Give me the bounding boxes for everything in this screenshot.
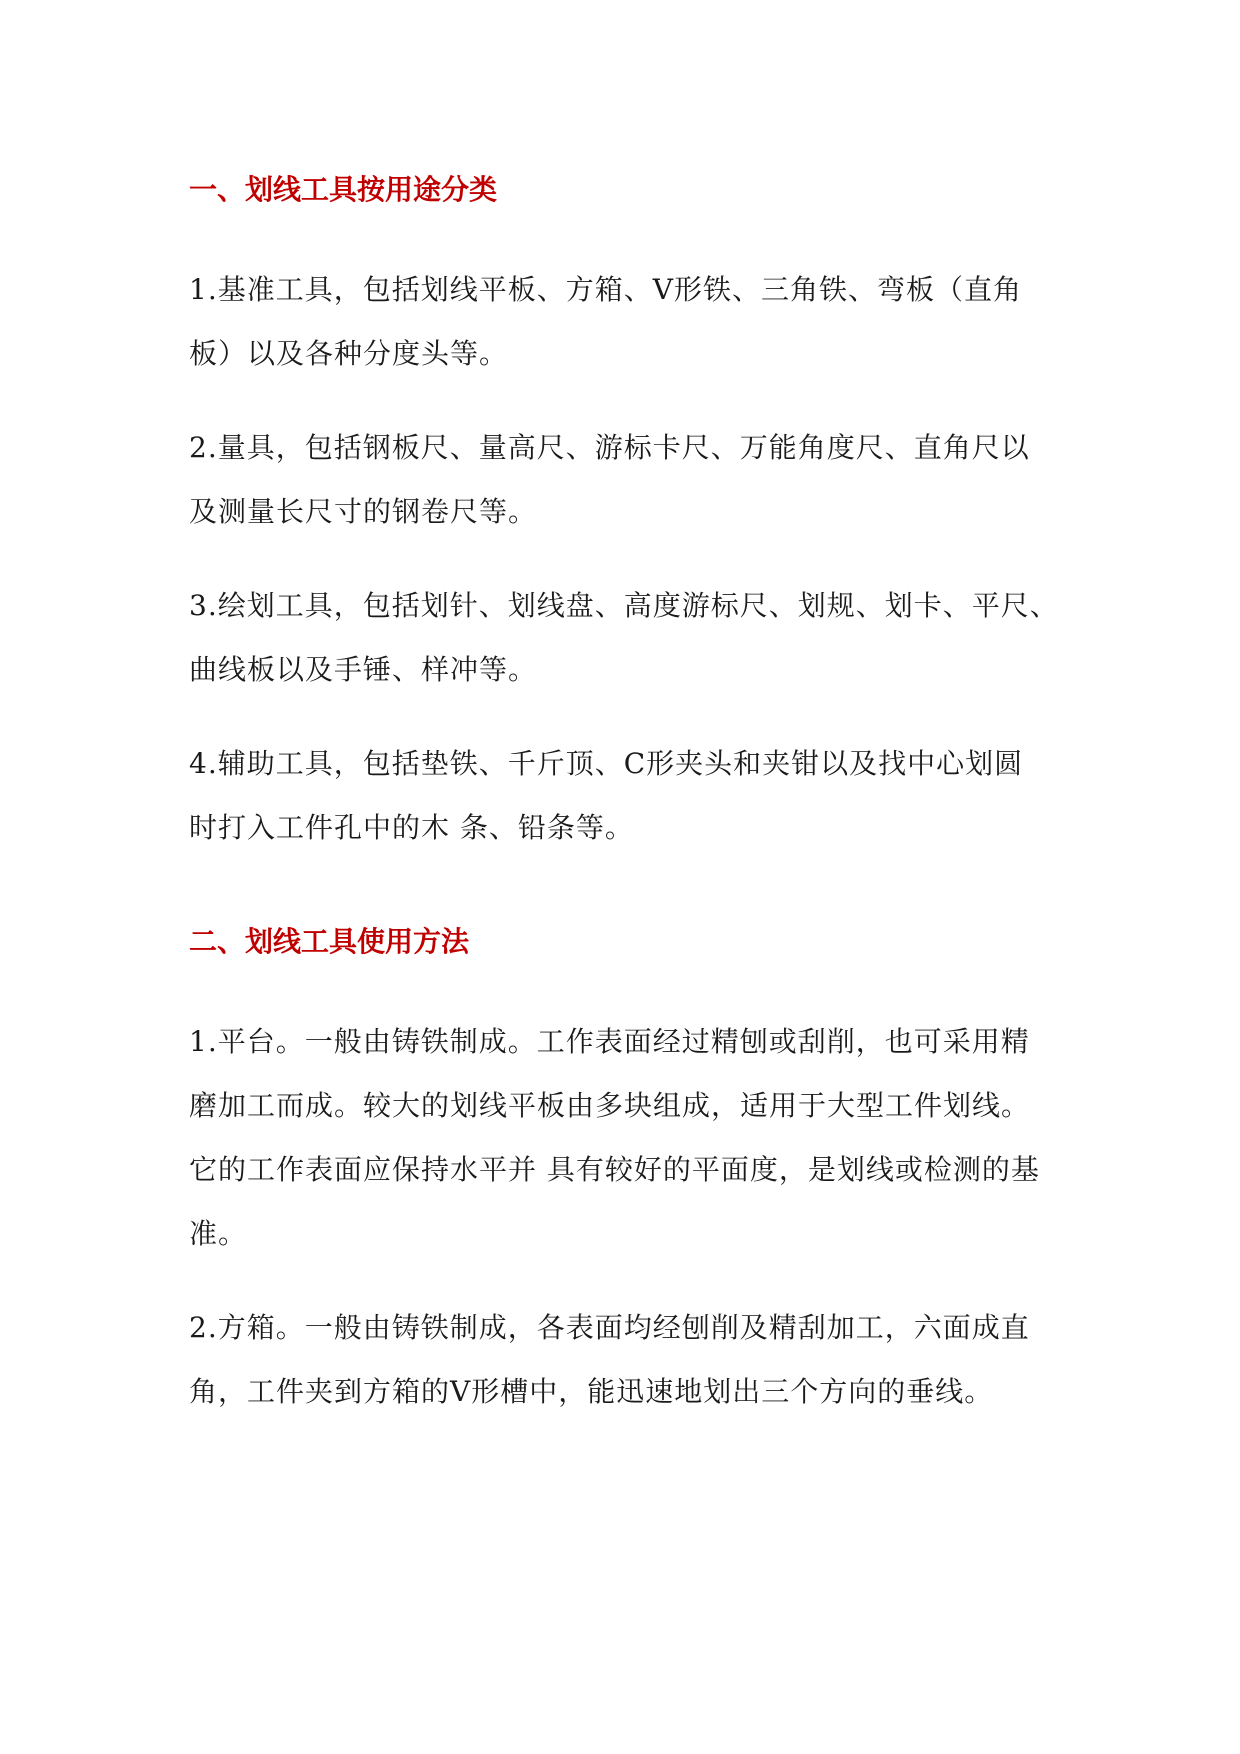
section-2-paragraph-1: 1.平台。一般由铸铁制成。工作表面经过精刨或刮削，也可采用精 磨加工而成。较大的划线平板由多块组成，适用于大型工件划线。 它的工作表面应保持水平并 具有较好的平面度，是划线或检测的基 准。 (189, 1025, 1040, 1250)
section-2-paragraph-2: 2.方箱。一般由铸铁制成，各表面均经刨削及精刮加工，六面成直 角，工件夹到方箱的V形槽中，能迅速地划出三个方向的垂线。 (189, 1311, 1030, 1408)
section-1-heading: 一、划线工具按用途分类 (189, 173, 498, 206)
section-2-heading: 二、划线工具使用方法 (189, 925, 470, 958)
section-1-paragraph-4: 4.辅助工具，包括垫铁、千斤顶、C形夹头和夹钳以及找中心划圆 时打入工件孔中的木 条、铅条等。 (189, 747, 1024, 844)
section-1-paragraph-3: 3.绘划工具，包括划针、划线盘、高度游标尺、划规、划卡、平尺、 曲线板以及手锤、样冲等。 (189, 589, 1059, 686)
section-1-paragraph-1: 1.基准工具，包括划线平板、方箱、V形铁、三角铁、弯板（直角 板）以及各种分度头等。 (189, 273, 1022, 370)
section-1-paragraph-2: 2.量具，包括钢板尺、量高尺、游标卡尺、万能角度尺、直角尺以 及测量长尺寸的钢卷尺等。 (189, 431, 1030, 528)
document-page (189, 170, 1069, 1454)
